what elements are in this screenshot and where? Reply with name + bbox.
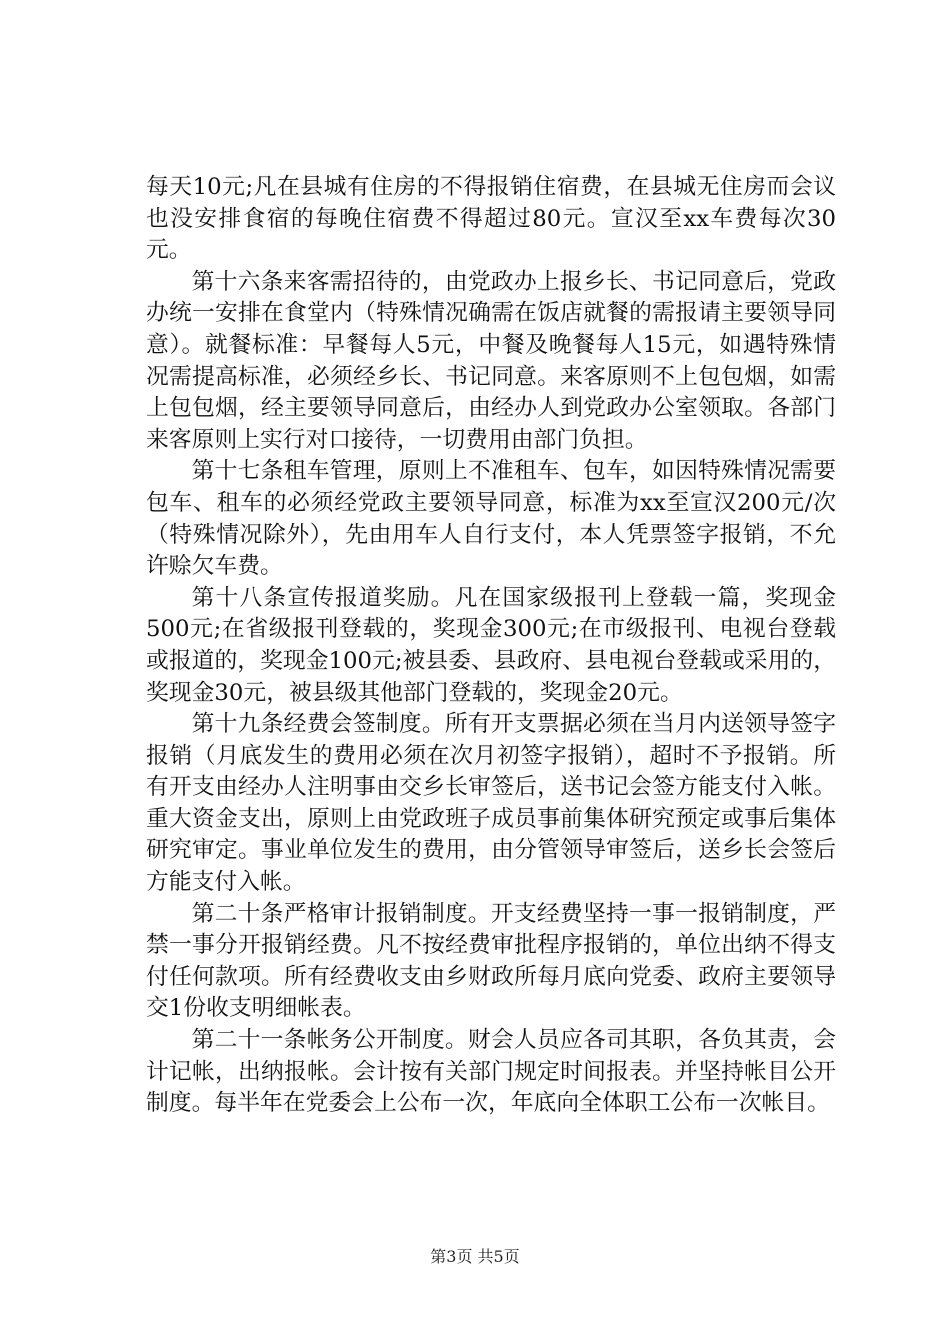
page-footer: 第3页 共5页 xyxy=(430,1247,520,1266)
paragraph: 第十八条宣传报道奖励。凡在国家级报刊上登载一篇，奖现金500元;在省级报刊登载的，奖现金300元;在市级报刊、电视台登载或报道的，奖现金100元;被县委、县政府、县电视台登载或采用的，奖现金30元，被县级其他部门登载的，奖现金20元。 xyxy=(146,584,836,706)
paragraph: 第十六条来客需招待的，由党政办上报乡长、书记同意后，党政办统一安排在食堂内（特殊情况确需在饭店就餐的需报请主要领导同意）。就餐标准：早餐每人5元，中餐及晚餐每人15元，如遇特殊情况需提高标准，必须经乡长、书记同意。来客原则不上包包烟，如需上包包烟，经主要领导同意后，由经办人到党政办公室领取。各部门来客原则上实行对口接待，一切费用由部门负担。 xyxy=(146,268,836,453)
paragraph: 每天10元;凡在县城有住房的不得报销住宿费，在县城无住房而会议也没安排食宿的每晚住宿费不得超过80元。宣汉至xx车费每次30元。 xyxy=(146,174,836,264)
paragraph: 第十七条租车管理，原则上不准租车、包车，如因特殊情况需要包车、租车的必须经党政主要领导同意，标准为xx至宣汉200元/次（特殊情况除外），先由用车人自行支付，本人凭票签字报销，不允许赊欠车费。 xyxy=(146,458,836,580)
paragraph: 第十九条经费会签制度。所有开支票据必须在当月内送领导签字报销（月底发生的费用必须在次月初签字报销），超时不予报销。所有开支由经办人注明事由交乡长审签后，送书记会签方能支付入帐。重大资金支出，原则上由党政班子成员事前集体研究预定或事后集体研究审定。事业单位发生的费用，由分管领导审签后，送乡长会签后方能支付入帐。 xyxy=(146,711,836,896)
document-body xyxy=(146,172,836,1120)
paragraph: 第二十一条帐务公开制度。财会人员应各司其职，各负其责，会计记帐，出纳报帐。会计按有关部门规定时间报表。并坚持帐目公开制度。每半年在党委会上公布一次，年底向全体职工公布一次帐目。 xyxy=(146,1027,836,1117)
paragraph: 第二十条严格审计报销制度。开支经费坚持一事一报销制度，严禁一事分开报销经费。凡不按经费审批程序报销的，单位出纳不得支付任何款项。所有经费收支由乡财政所每月底向党委、政府主要领导交1份收支明细帐表。 xyxy=(146,900,836,1022)
